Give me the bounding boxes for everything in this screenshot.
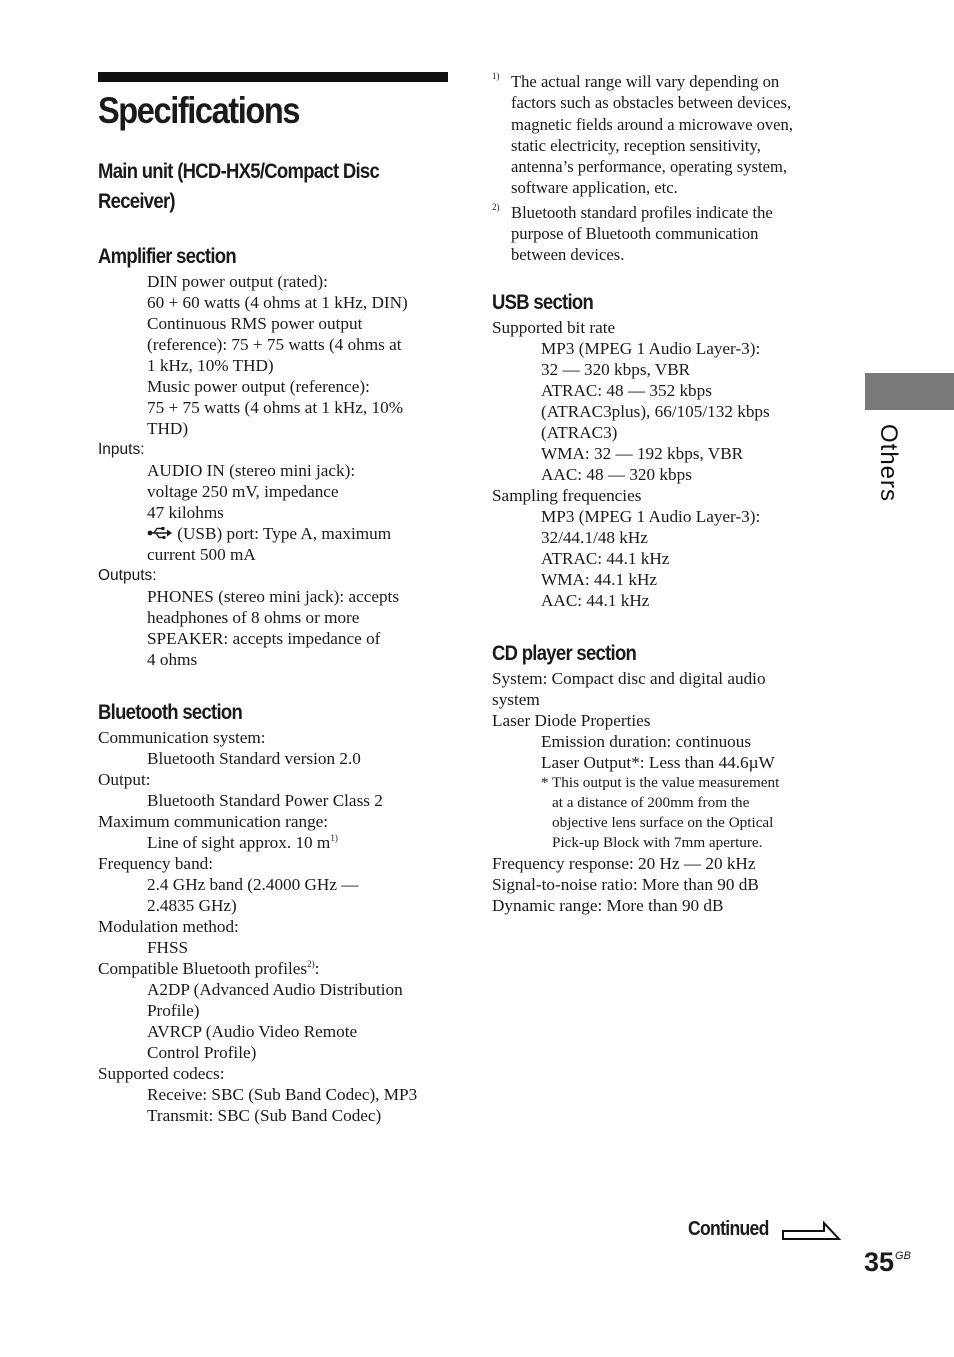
spec-line: WMA: 32 — 192 kbps, VBR [541,444,744,463]
continued-arrow-icon [782,1220,842,1244]
note-line: objective lens surface on the Optical [552,814,774,831]
main-unit-heading-line: Main unit (HCD-HX5/Compact Disc [98,160,380,183]
spec-label: Modulation method: [98,917,239,936]
spec-line: Transmit: SBC (Sub Band Codec) [147,1106,382,1125]
spec-line: AAC: 44.1 kHz [541,591,650,610]
note-line: at a distance of 200mm from the [552,794,750,811]
bluetooth-section [98,699,450,1126]
footnote-line: software application, etc. [511,178,678,198]
spec-line: Frequency response: 20 Hz — 20 kHz [492,854,756,873]
side-tab-bar [865,373,954,410]
spec-line: ATRAC: 44.1 kHz [541,549,670,568]
spec-line: 32/44.1/48 kHz [541,528,648,547]
outputs-label: Outputs: [98,567,157,584]
spec-line: 47 kilohms [147,503,224,522]
footnote [492,71,793,199]
spec-line: 1 kHz, 10% THD) [147,356,274,375]
spec-line: System: Compact disc and digital audio [492,669,766,688]
cd-heading: CD player section [492,642,637,665]
spec-line: 75 + 75 watts (4 ohms at 1 kHz, 10% [147,398,404,417]
footnote-line: between devices. [511,245,625,265]
page-title: Specifications [98,90,300,131]
usb-section [492,289,837,611]
spec-line: ATRAC: 48 — 352 kbps [541,381,712,400]
spec-line: DIN power output (rated): [147,272,328,291]
spec-line: 2.4835 GHz) [147,896,237,915]
usb-port-line [98,523,450,544]
continued-label: Continued [688,1218,769,1240]
side-tab-text: Others [875,423,902,503]
range-line [98,832,450,853]
main-unit-heading [98,157,417,217]
spec-line: AUDIO IN (stereo mini jack): [147,461,356,480]
cd-player-section [492,640,837,916]
footnote-ref: 1) [330,833,338,843]
main-unit-heading-line: Receiver) [98,190,175,213]
continued-marker [688,1218,780,1248]
footnote-mark: 1) [492,71,500,81]
spec-line: AAC: 48 — 320 kbps [541,465,692,484]
note-line: This output is the value measurement [552,774,780,791]
spec-label: Maximum communication range: [98,812,329,831]
asterisk-mark: * [541,774,549,791]
spec-line: Emission duration: continuous [541,732,752,751]
usb-port-text: (USB) port: Type A, maximum [177,524,392,543]
spec-line: voltage 250 mV, impedance [147,482,339,501]
footnote-mark: 2) [492,201,500,212]
spec-line: 32 — 320 kbps, VBR [541,360,691,379]
inputs-label: Inputs: [98,441,145,458]
spec-line: Control Profile) [147,1043,257,1062]
laser-note [492,773,837,853]
spec-label: Sampling frequencies [492,486,642,505]
spec-line: Receive: SBC (Sub Band Codec), MP3 [147,1085,418,1104]
spec-label: Communication system: [98,728,266,747]
page-number [864,1247,911,1278]
spec-line: AVRCP (Audio Video Remote [147,1022,358,1041]
bluetooth-heading: Bluetooth section [98,701,243,724]
usb-heading: USB section [492,291,594,314]
profiles-label: Compatible Bluetooth profiles [98,959,308,978]
spec-line: Continuous RMS power output [147,314,363,333]
page-number-value: 35 [864,1247,895,1277]
footnote-line: antenna’s performance, operating system, [511,157,788,177]
spec-line: (reference): 75 + 75 watts (4 ohms at [147,335,402,354]
footnote-line: purpose of Bluetooth communication [511,224,759,244]
spec-line: PHONES (stereo mini jack): accepts [147,587,400,606]
spec-line: 60 + 60 watts (4 ohms at 1 kHz, DIN) [147,293,408,312]
footnote-line: Bluetooth standard profiles indicate the [511,202,773,222]
spec-label: Output: [98,770,151,789]
spec-line: FHSS [147,938,189,957]
footnote-line: static electricity, reception sensitivity, [511,135,761,155]
spec-line: Profile) [147,1001,200,1020]
spec-label: Laser Diode Properties [492,711,651,730]
spec-line: (ATRAC3) [541,423,618,442]
range-value: Line of sight approx. 10 m [147,833,331,852]
footnotes [492,71,793,266]
spec-line: Dynamic range: More than 90 dB [492,896,724,915]
spec-line: A2DP (Advanced Audio Distribution [147,980,403,999]
amplifier-section [98,243,450,670]
profiles-colon: : [314,959,320,978]
spec-line: MP3 (MPEG 1 Audio Layer-3): [541,507,761,526]
page-suffix: GB [895,1250,911,1262]
spec-line: (ATRAC3plus), 66/105/132 kbps [541,402,770,421]
spec-label: Supported bit rate [492,318,616,337]
spec-line: WMA: 44.1 kHz [541,570,657,589]
spec-line: THD) [147,419,189,438]
footnote-line: The actual range will vary depending on [511,72,780,91]
note-line: Pick-up Block with 7mm aperture. [552,834,763,851]
spec-line: Laser Output*: Less than 44.6µW [541,753,775,772]
spec-label: Supported codecs: [98,1064,225,1083]
title-rule [98,72,448,82]
spec-line: Signal-to-noise ratio: More than 90 dB [492,875,759,894]
spec-line: system [492,690,540,709]
spec-line: headphones of 8 ohms or more [147,608,360,627]
spec-line: Bluetooth Standard Power Class 2 [147,791,383,810]
spec-line: SPEAKER: accepts impedance of [147,629,381,648]
profiles-label-line [98,958,450,979]
usb-icon [147,526,173,540]
footnote-line: magnetic fields around a microwave oven, [511,114,793,134]
footnote [492,202,793,266]
spec-line: current 500 mA [147,545,256,564]
spec-label: Frequency band: [98,854,214,873]
spec-line: MP3 (MPEG 1 Audio Layer-3): [541,339,761,358]
amplifier-heading: Amplifier section [98,245,236,268]
footnote-line: factors such as obstacles between devices, [511,93,792,113]
spec-line: Music power output (reference): [147,377,370,396]
spec-line: Bluetooth Standard version 2.0 [147,749,361,768]
side-tab-label [868,418,908,508]
spec-line: 4 ohms [147,650,198,669]
footnote-ref: 2) [307,959,315,969]
spec-line: 2.4 GHz band (2.4000 GHz — [147,875,359,894]
